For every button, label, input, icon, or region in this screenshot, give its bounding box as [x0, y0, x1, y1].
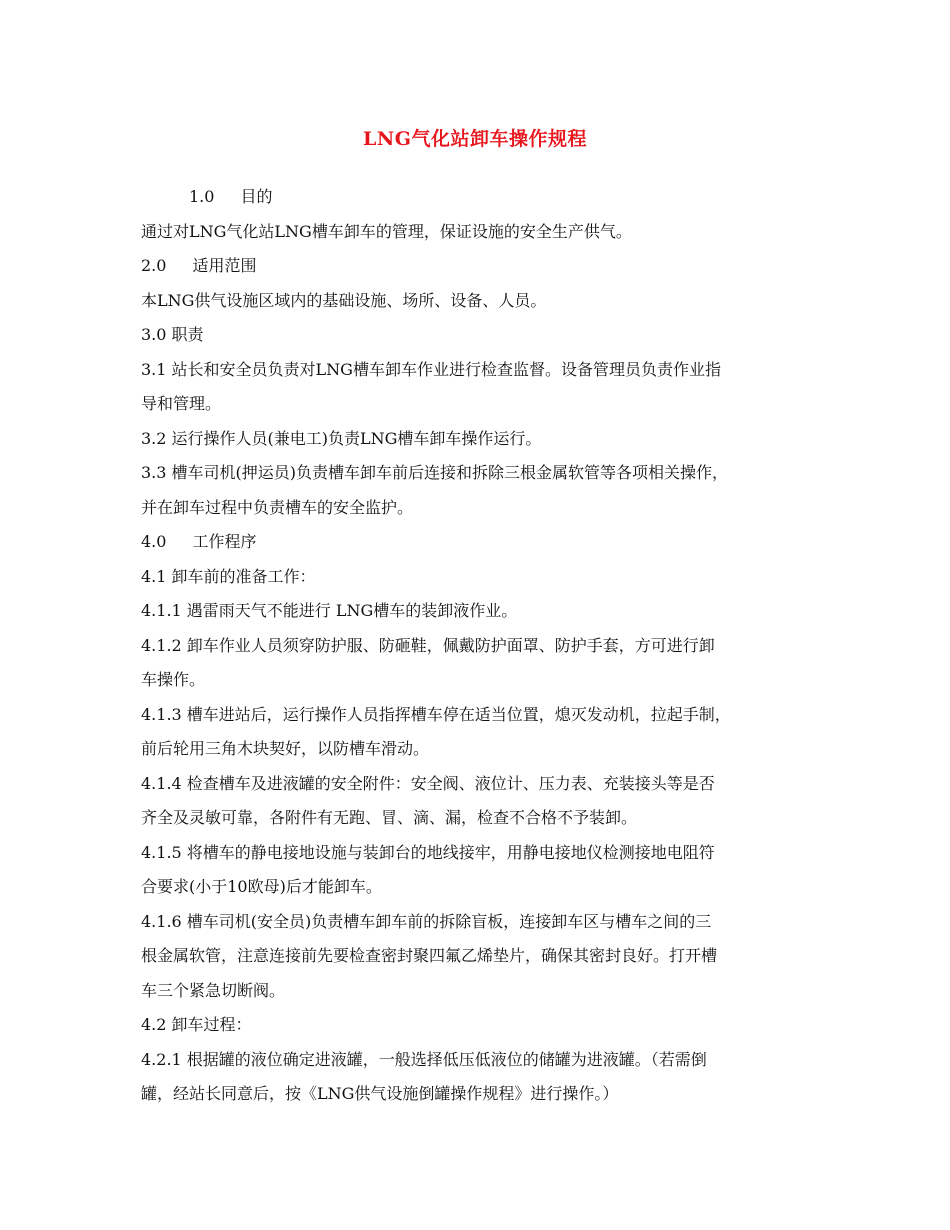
paragraph-line: 4.1 卸车前的准备工作： — [141, 566, 316, 586]
paragraph-line: 3.2 运行操作人员(兼电工)负责LNG槽车卸车操作运行。 — [141, 428, 542, 448]
section-heading-text: 目的 — [240, 187, 273, 206]
paragraph-line: 齐全及灵敏可靠，各附件有无跑、冒、滴、漏，检查不合格不予装卸。 — [141, 808, 638, 827]
document-body — [141, 180, 831, 1112]
section-heading-text: 适用范围 — [192, 256, 257, 275]
paragraph-line: 根金属软管，注意连接前先要检查密封聚四氟乙烯垫片，确保其密封良好。打开槽 — [141, 946, 718, 965]
section-heading-text: 工作程序 — [192, 532, 257, 551]
paragraph-line: 车三个紧急切断阀。 — [141, 980, 286, 1000]
paragraph-line: 通过对LNG气化站LNG槽车卸车的管理，保证设施的安全生产供气。 — [141, 221, 632, 241]
paragraph-line: 4.1.3 槽车进站后，运行操作人员指挥槽车停在适当位置，熄灭发动机，拉起手制， — [141, 704, 731, 724]
section-heading-purpose — [141, 180, 831, 215]
paragraph-line: 3.3 槽车司机(押运员)负责槽车卸车前后连接和拆除三根金属软管等各项相关操作， — [141, 463, 729, 482]
paragraph-line: 罐，经站长同意后，按《LNG供气设施倒罐操作规程》进行操作。） — [141, 1084, 619, 1103]
document-title: LNG气化站卸车操作规程 — [363, 128, 587, 150]
section-heading-scope — [141, 249, 831, 284]
paragraph-line: 并在卸车过程中负责槽车的安全监护。 — [141, 497, 414, 517]
paragraph-line: 4.2 卸车过程： — [141, 1015, 252, 1034]
section-heading-procedure — [141, 525, 831, 560]
section-number: 4.0 — [141, 532, 167, 551]
paragraph-line: 4.1.6 槽车司机(安全员)负责槽车卸车前的拆除盲板，连接卸车区与槽车之间的三 — [141, 911, 712, 931]
paragraph-line: 本LNG供气设施区域内的基础设施、场所、设备、人员。 — [141, 290, 547, 310]
paragraph-line: 4.1.5 将槽车的静电接地设施与装卸台的地线接牢，用静电接地仪检测接地电阻符 — [141, 842, 715, 862]
section-number: 2.0 — [141, 256, 167, 275]
section-heading-responsibilities: 3.0 职责 — [141, 325, 204, 344]
section-number: 1.0 — [189, 187, 215, 206]
paragraph-line: 导和管理。 — [141, 394, 222, 413]
paragraph-line: 合要求(小于10欧母)后才能卸车。 — [141, 877, 382, 896]
paragraph-line: 前后轮用三角木块契好，以防槽车滑动。 — [141, 739, 430, 758]
paragraph-line: 4.1.4 检查槽车及进液罐的安全附件：安全阀、液位计、压力表、充装接头等是否 — [141, 773, 715, 793]
paragraph-line: 4.1.2 卸车作业人员须穿防护服、防砸鞋，佩戴防护面罩、防护手套，方可进行卸 — [141, 635, 715, 655]
paragraph-line: 4.2.1 根据罐的液位确定进液罐，一般选择低压低液位的储罐为进液罐。（若需倒 — [141, 1049, 707, 1069]
paragraph-line: 3.1 站长和安全员负责对LNG槽车卸车作业进行检查监督。设备管理员负责作业指 — [141, 359, 721, 379]
paragraph-line: 4.1.1 遇雷雨天气不能进行 LNG槽车的装卸液作业。 — [141, 601, 518, 620]
paragraph-line: 车操作。 — [141, 670, 206, 689]
